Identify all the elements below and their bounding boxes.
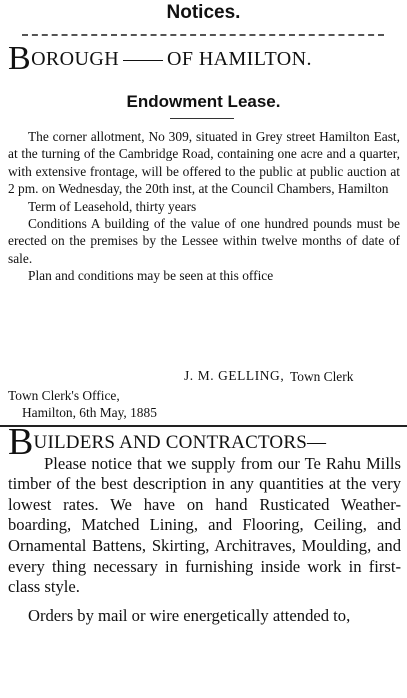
heading-part-1: OROUGH	[31, 48, 120, 70]
subheading-rule	[170, 118, 234, 119]
section-divider	[22, 34, 384, 36]
lease-subheading: Endowment Lease.	[126, 92, 281, 111]
lease-paragraph-allotment: The corner allotment, No 309, situated in Grey street Hamilton East, at the turning of the Cambridge Road, containing one acre and a quarter, with extensive frontage, will be offered to the public at public auction at 2 pm. on Wednesday, the 20th inst, at the Council Chambers, Hamilton	[8, 129, 400, 197]
lease-paragraph-plan: Plan and conditions may be seen at this office	[28, 268, 274, 284]
notice-separator	[0, 425, 407, 427]
builders-orders: Orders by mail or wire energetically attended to,	[28, 605, 351, 625]
date-line: Hamilton, 6th May, 1885	[22, 405, 157, 420]
lease-notice-body	[8, 128, 400, 285]
builders-heading-text: UILDERS AND CONTRACTORS—	[33, 432, 327, 453]
borough-heading	[8, 40, 403, 77]
builders-heading	[8, 421, 401, 463]
lease-paragraph-conditions: Conditions A building of the value of one hundred pounds must be erected on the premises by the Lessee within twelve months of date of sale.	[8, 216, 400, 266]
signatory-title: Town Clerk	[290, 369, 354, 384]
office-line: Town Clerk's Office,	[8, 388, 120, 403]
builders-body: Please notice that we supply from our Te Rahu Mills timber of the best description in any quantities at the very lowest rates. We have on hand Rusticated Weather-boarding, Matched Lining, and Flooring, Ceiling, and Ornamental Battens, Skirting, Architraves, Moulding, and every thing necessary in furnishing inside work in first-class style.	[8, 453, 401, 597]
builders-notice	[8, 421, 401, 626]
builders-dropcap: B	[8, 421, 34, 463]
heading-underline	[123, 60, 163, 61]
section-title: Notices.	[166, 2, 241, 23]
heading-dropcap: B	[8, 40, 32, 77]
lease-paragraph-term: Term of Leasehold, thirty years	[28, 198, 197, 214]
heading-part-2: OF HAMILTON.	[167, 48, 312, 70]
signatory-name: J. M. GELLING,	[184, 368, 285, 383]
